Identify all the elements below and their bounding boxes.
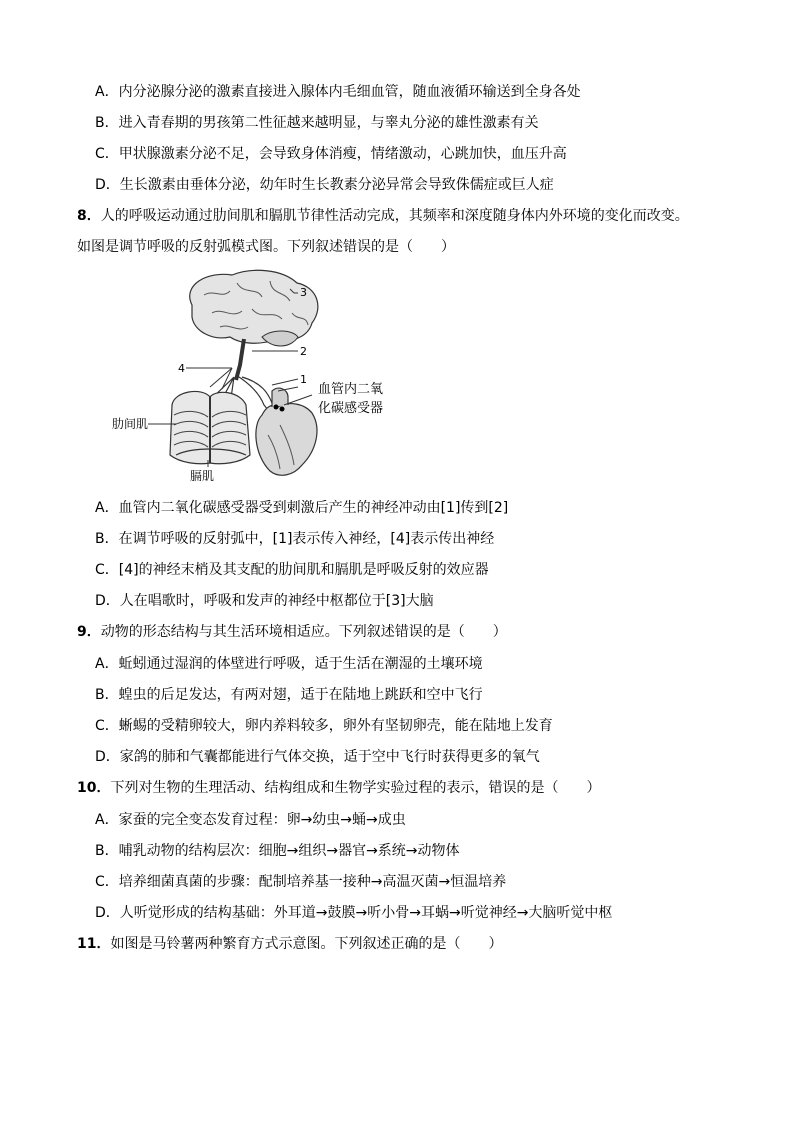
rib-cage-illustration (170, 391, 250, 463)
brain-illustration (190, 270, 318, 380)
reflex-arc-figure (112, 265, 412, 485)
q8-option-a: A．血管内二氧化碳感受器受到刺激后产生的神经冲动由[1]传到[2] (95, 500, 509, 516)
intercostal-muscle-label: 肋间肌 (112, 417, 149, 431)
q11-number: 11． (77, 936, 111, 952)
q7-option-a: A．内分泌腺分泌的激素直接进入腺体内毛细血管，随血液循环输送到全身各处 (95, 84, 581, 100)
q10-option-c: C．培养细菌真菌的步骤：配制培养基一接种→高温灭菌→恒温培养 (95, 874, 507, 890)
q7-option-c: C．甲状腺激素分泌不足，会导致身体消瘦，情绪激动，心跳加快，血压升高 (95, 146, 567, 162)
figure-label-1: 1 (300, 373, 307, 386)
q10-option-b: B．哺乳动物的结构层次：细胞→组织→器官→系统→动物体 (95, 843, 460, 859)
q11-stem (77, 935, 502, 953)
heart-illustration (256, 388, 317, 475)
q8-stem-line1 (77, 207, 689, 225)
q10-number: 10． (77, 780, 111, 796)
q10-option-a: A．家蚕的完全变态发育过程：卵→幼虫→蛹→成虫 (95, 812, 406, 828)
diaphragm-label: 膈肌 (190, 469, 215, 483)
q8-number: 8． (77, 208, 101, 224)
figure-label-2: 2 (300, 345, 307, 358)
q10-stem (77, 779, 600, 797)
q8-stem-text: 人的呼吸运动通过肋间肌和膈肌节律性活动完成，其频率和深度随身体内外环境的变化而改变。 (100, 208, 689, 224)
q9-stem (77, 623, 507, 641)
q11-stem-text: 如图是马铃薯两种繁育方式示意图。下列叙述正确的是（ ） (110, 936, 503, 952)
q8-option-d: D．人在唱歌时，呼吸和发声的神经中枢都位于[3]大脑 (95, 593, 434, 609)
q9-option-c: C．蜥蜴的受精卵较大，卵内养料较多，卵外有坚韧卵壳，能在陆地上发育 (95, 718, 553, 734)
figure-label-4: 4 (178, 362, 185, 375)
q9-stem-text: 动物的形态结构与其生活环境相适应。下列叙述错误的是（ ） (100, 624, 507, 640)
q8-option-c: C．[4]的神经末梢及其支配的肋间肌和膈肌是呼吸反射的效应器 (95, 562, 489, 578)
q8-option-b: B．在调节呼吸的反射弧中，[1]表示传入神经，[4]表示传出神经 (95, 531, 495, 547)
q7-option-d: D．生长激素由垂体分泌，幼年时生长教素分泌异常会导致侏儒症或巨人症 (95, 177, 554, 193)
q9-option-b: B．蝗虫的后足发达，有两对翅，适于在陆地上跳跃和空中飞行 (95, 687, 483, 703)
q10-option-d: D．人听觉形成的结构基础：外耳道→鼓膜→听小骨→耳蜗→听觉神经→大脑听觉中枢 (95, 905, 613, 921)
q8-stem-line2: 如图是调节呼吸的反射弧模式图。下列叙述错误的是（ ） (77, 239, 455, 255)
q9-option-d: D．家鸽的肺和气囊都能进行气体交换，适于空中飞行时获得更多的氧气 (95, 749, 540, 765)
q9-number: 9． (77, 624, 101, 640)
q9-option-a: A．蚯蚓通过湿润的体壁进行呼吸，适于生活在潮湿的土壤环境 (95, 656, 483, 672)
figure-label-3: 3 (300, 286, 307, 299)
co2-receptor-label-line2: 化碳感受器 (318, 401, 384, 416)
q7-option-b: B．进入青春期的男孩第二性征越来越明显，与睾丸分泌的雄性激素有关 (95, 115, 539, 131)
q10-stem-text: 下列对生物的生理活动、结构组成和生物学实验过程的表示，错误的是（ ） (110, 780, 601, 796)
co2-receptor-label-line1: 血管内二氧 (318, 382, 384, 397)
